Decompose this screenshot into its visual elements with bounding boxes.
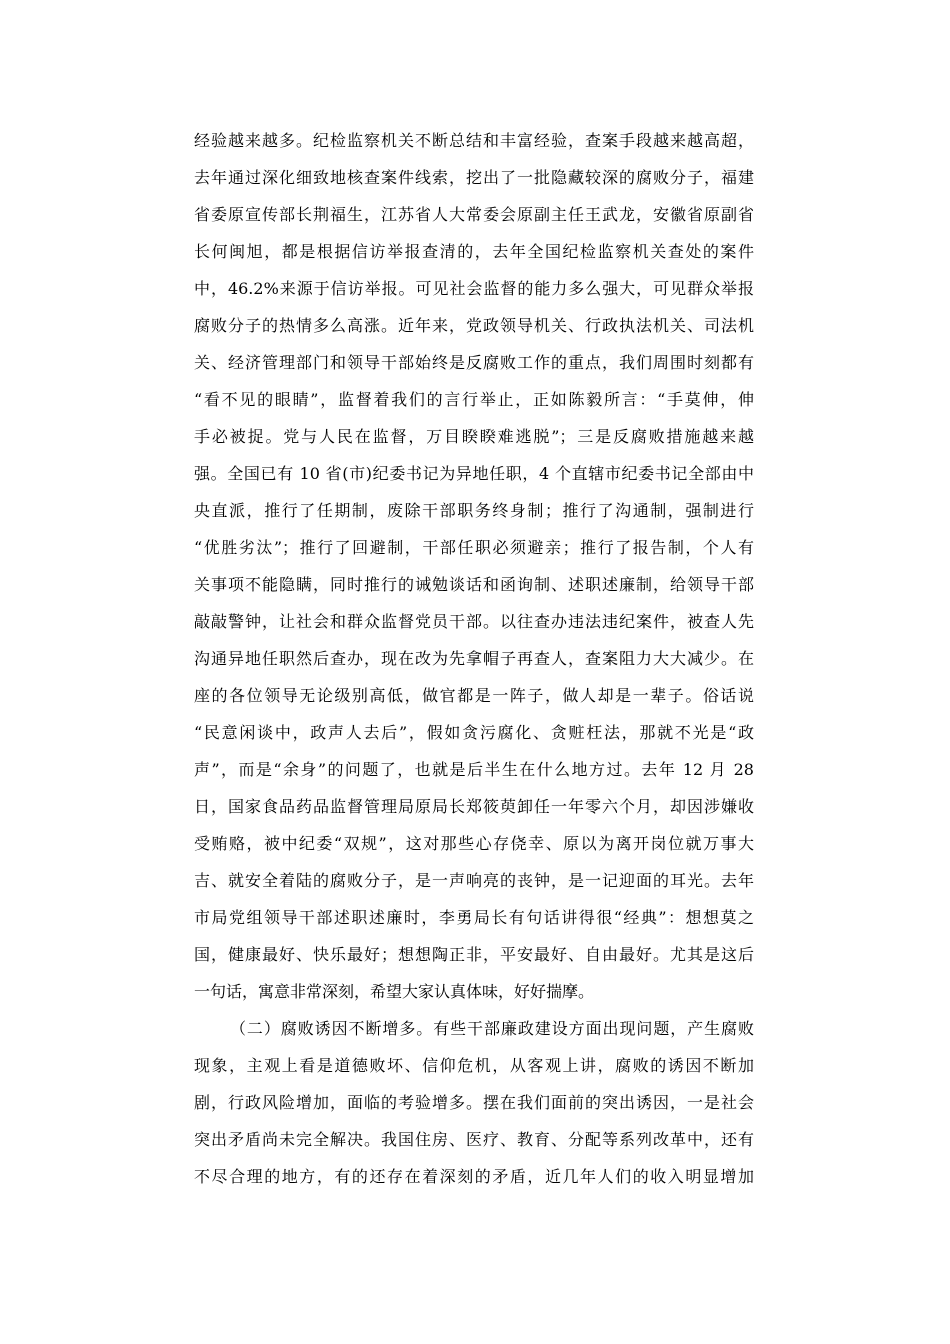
text-line: 省委原宣传部长荆福生，江苏省人大常委会原副主任王武龙，安徽省原副省	[194, 205, 754, 224]
text-line: 关、经济管理部门和领导干部始终是反腐败工作的重点，我们周围时刻都有	[194, 353, 754, 372]
text-line: 剧，行政风险增加，面临的考验增多。摆在我们面前的突出诱因，一是社会	[194, 1093, 754, 1112]
text-line: 去年通过深化细致地核查案件线索，挖出了一批隐藏较深的腐败分子，福建	[194, 168, 754, 187]
text-line: “优胜劣汰”；推行了回避制，干部任职必须避亲；推行了报告制，个人有	[194, 538, 754, 557]
text-line: 经验越来越多。纪检监察机关不断总结和丰富经验，查案手段越来越高超，	[194, 131, 754, 150]
text-line: 现象，主观上看是道德败坏、信仰危机，从客观上讲，腐败的诱因不断加	[194, 1056, 754, 1075]
text-line: 敲敲警钟，让社会和群众监督党员干部。以往查办违法违纪案件，被查人先	[194, 612, 754, 631]
document-body	[194, 122, 754, 1195]
text-line: 国，健康最好、快乐最好；想想陶正非，平安最好、自由最好。尤其是这后	[194, 945, 754, 964]
text-line: 突出矛盾尚未完全解决。我国住房、医疗、教育、分配等系列改革中，还有	[194, 1130, 754, 1149]
text-line: 市局党组领导干部述职述廉时，李勇局长有句话讲得很“经典”：想想莫之	[194, 908, 754, 927]
paragraph-heading-line: （二）腐败诱因不断增多。有些干部廉政建设方面出现问题，产生腐败	[230, 1019, 754, 1038]
text-line: 手必被捉。党与人民在监督，万目睽睽难逃脱”；三是反腐败措施越来越	[194, 427, 754, 446]
text-line: 一句话，寓意非常深刻，希望大家认真体味，好好揣摩。	[194, 982, 595, 1001]
text-line: 声”，而是“余身”的问题了，也就是后半生在什么地方过。去年 12 月 28	[194, 760, 754, 779]
text-line: 不尽合理的地方，有的还存在着深刻的矛盾，近几年人们的收入明显增加	[194, 1167, 754, 1186]
text-line: 长何闽旭，都是根据信访举报查清的，去年全国纪检监察机关查处的案件	[194, 242, 754, 261]
text-line: 央直派，推行了任期制，废除干部职务终身制；推行了沟通制，强制进行	[194, 501, 754, 520]
text-line: 座的各位领导无论级别高低，做官都是一阵子，做人却是一辈子。俗话说	[194, 686, 754, 705]
text-line: “民意闲谈中，政声人去后”，假如贪污腐化、贪赃枉法，那就不光是“政	[194, 723, 754, 742]
text-line: 吉、就安全着陆的腐败分子，是一声响亮的丧钟，是一记迎面的耳光。去年	[194, 871, 754, 890]
text-line: 关事项不能隐瞒，同时推行的诫勉谈话和函询制、述职述廉制，给领导干部	[194, 575, 754, 594]
text-line: 沟通异地任职然后查办，现在改为先拿帽子再查人，查案阻力大大减少。在	[194, 649, 754, 668]
text-line: 受贿赂，被中纪委“双规”，这对那些心存侥幸、原以为离开岗位就万事大	[194, 834, 754, 853]
text-line: 强。全国已有 10 省(市)纪委书记为异地任职，4 个直辖市纪委书记全部由中	[194, 464, 754, 483]
text-line: “看不见的眼睛”，监督着我们的言行举止，正如陈毅所言：“手莫伸，伸	[194, 390, 754, 409]
text-line: 中，46.2%来源于信访举报。可见社会监督的能力多么强大，可见群众举报	[194, 279, 754, 298]
text-line: 腐败分子的热情多么高涨。近年来，党政领导机关、行政执法机关、司法机	[194, 316, 754, 335]
text-line: 日，国家食品药品监督管理局原局长郑筱萸卸任一年零六个月，却因涉嫌收	[194, 797, 754, 816]
